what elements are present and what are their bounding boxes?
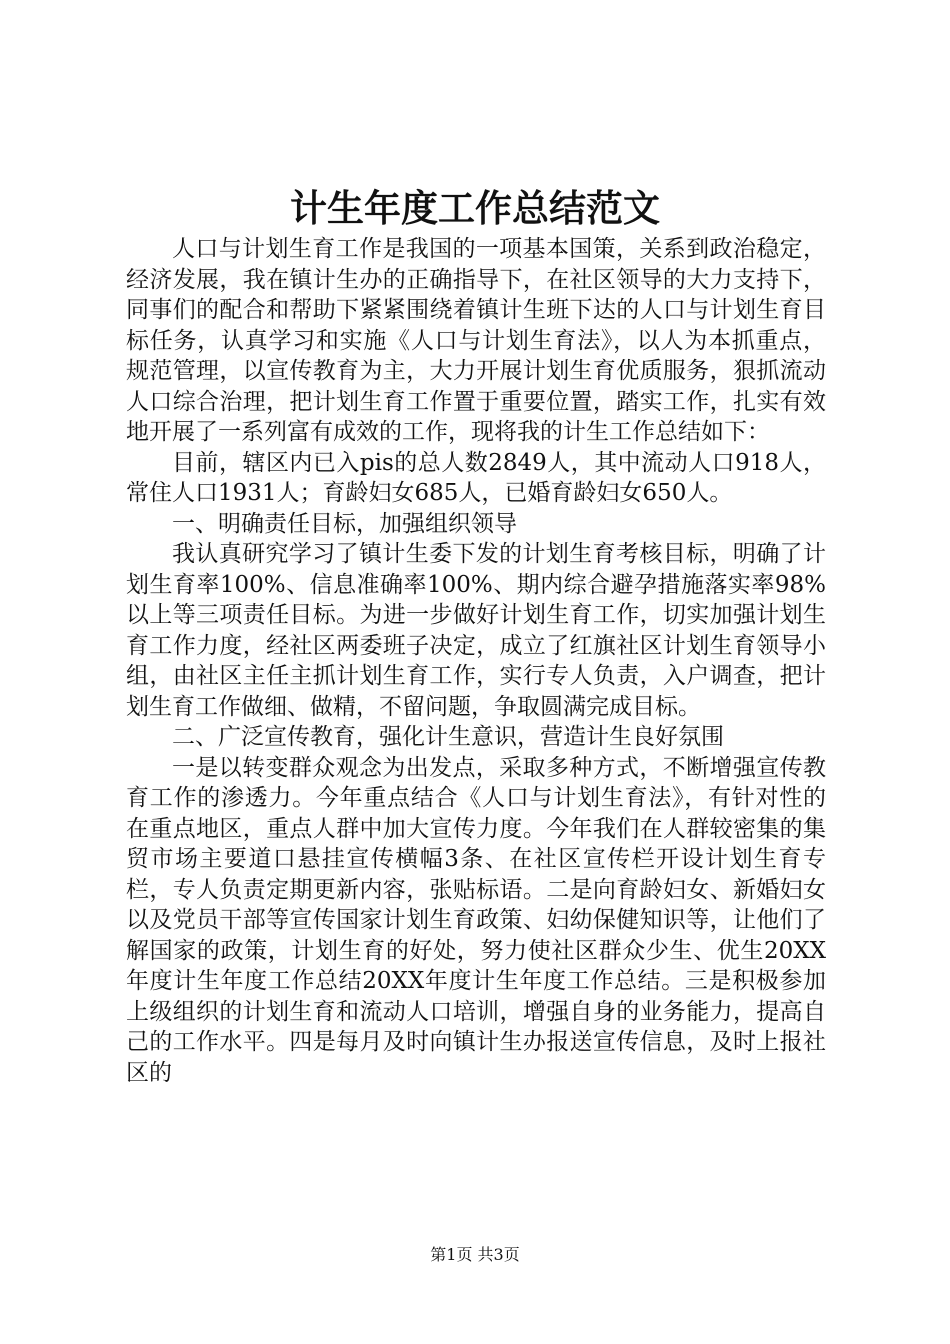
paragraph-population-stats: 目前，辖区内已入pis的总人数2849人，其中流动人口918人，常住人口1931人；育龄妇女685人，已婚育龄妇女650人。 [126, 449, 826, 506]
paragraph-section-2: 一是以转变群众观念为出发点，采取多种方式，不断增强宣传教育工作的渗透力。今年重点结合《人口与计划生育法》，有针对性的在重点地区，重点人群中加大宣传力度。今年我们在人群较密集的集贸市场主要道口悬挂宣传横幅3条、在社区宣传栏开设计划生育专栏，专人负责定期更新内容，张贴标语。二是向育龄妇女、新婚妇女以及党员干部等宣传国家计划生育政策、妇幼保健知识等，让他们了解国家的政策，计划生育的好处，努力使社区群众少生、优生20XX年度计生年度工作总结20XX年度计生年度工作总结。三是积极参加上级组织的计划生育和流动人口培训，增强自身的业务能力，提高自己的工作水平。四是每月及时向镇计生办报送宣传信息，及时上报社区的 [126, 754, 826, 1086]
page-number-footer: 第1页 共3页 [430, 1245, 520, 1264]
document-body [126, 234, 826, 1088]
paragraph-intro: 人口与计划生育工作是我国的一项基本国策，关系到政治稳定，经济发展，我在镇计生办的正确指导下，在社区领导的大力支持下，同事们的配合和帮助下紧紧围绕着镇计生班下达的人口与计划生育目标任务，认真学习和实施《人口与计划生育法》，以人为本抓重点，规范管理，以宣传教育为主，大力开展计划生育优质服务，狠抓流动人口综合治理，把计划生育工作置于重要位置，踏实工作，扎实有效地开展了一系列富有成效的工作，现将我的计生工作总结如下： [126, 236, 826, 445]
document-title: 计生年度工作总结范文 [290, 186, 660, 230]
section-heading-2: 二、广泛宣传教育，强化计生意识，营造计生良好氛围 [172, 724, 724, 750]
paragraph-section-1: 我认真研究学习了镇计生委下发的计划生育考核目标，明确了计划生育率100%、信息准确率100%、期内综合避孕措施落实率98%以上等三项责任目标。为进一步做好计划生育工作，切实加强计划生育工作力度，经社区两委班子决定，成立了红旗社区计划生育领导小组，由社区主任主抓计划生育工作，实行专人负责，入户调查，把计划生育工作做细、做精，不留问题，争取圆满完成目标。 [126, 541, 826, 720]
section-heading-1: 一、明确责任目标，加强组织领导 [172, 510, 517, 537]
